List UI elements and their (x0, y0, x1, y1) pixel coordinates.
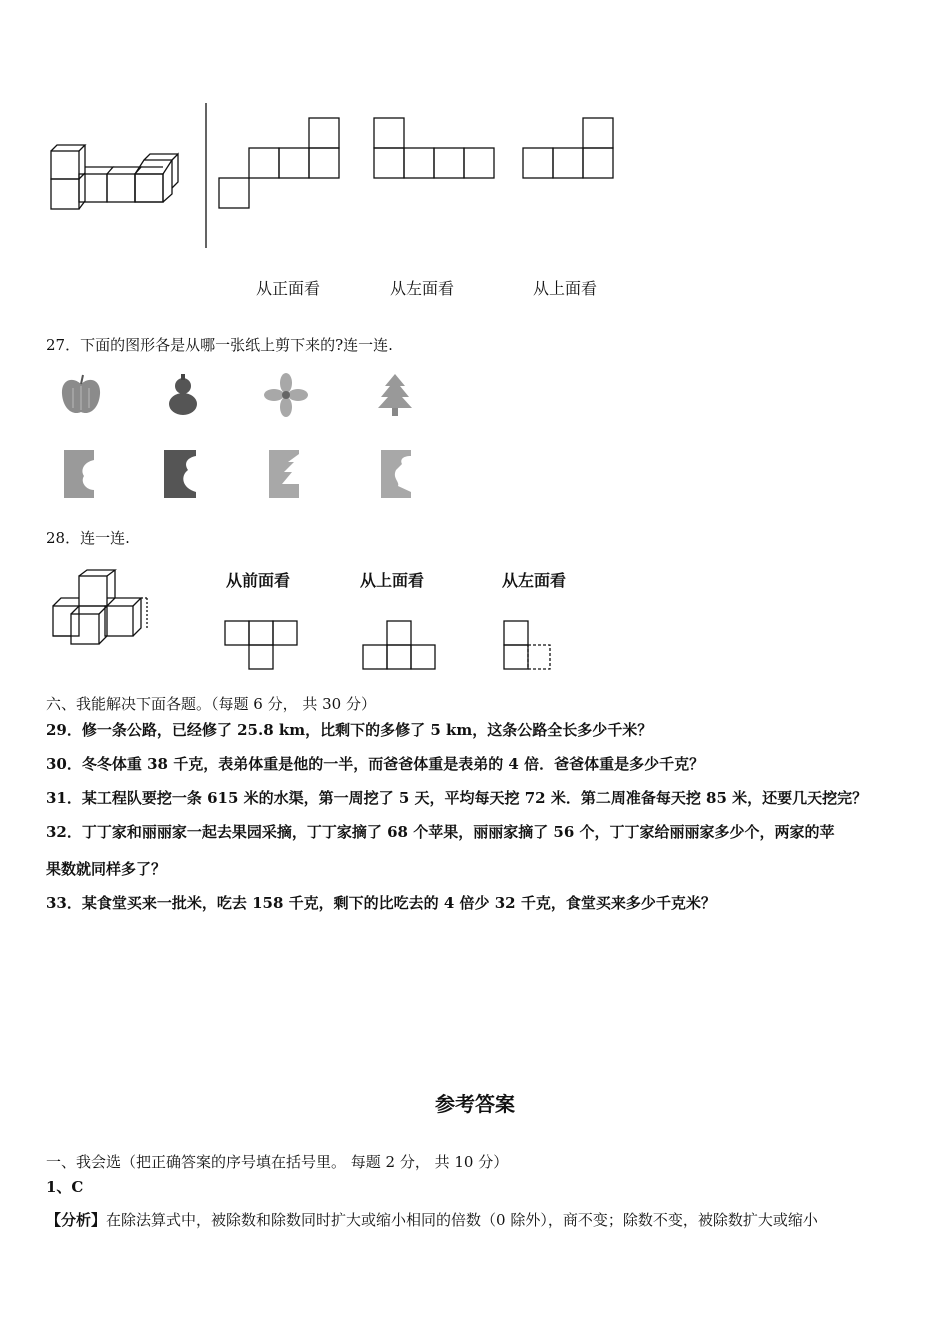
q28-view-top (362, 620, 442, 675)
q28-label-left: 从左面看 (502, 571, 567, 590)
flower-cutout-icon (263, 372, 309, 418)
q28-view-left (503, 620, 563, 675)
q26-solid-figure (48, 148, 188, 218)
answers-title: 参考答案 (435, 1092, 515, 1116)
apple-cutout-icon (58, 372, 104, 418)
question-33: 33．某食堂买来一批米，吃去 158 千克，剩下的比吃去的 4 倍少 32 千克，食堂买来多少千克米？ (46, 894, 716, 912)
q26-label-front: 从正面看 (256, 279, 321, 298)
q26-view-2 (373, 117, 498, 182)
question-32-continued: 果数就同样多了？ (46, 860, 167, 878)
q28-label-front: 从前面看 (226, 571, 291, 590)
q28-text: 28．连一连. (46, 529, 130, 547)
answer-1-analysis (46, 1210, 818, 1230)
folded-paper-b-icon (160, 448, 200, 500)
analysis-text: 在除法算式中，被除数和除数同时扩大或缩小相同的倍数（0 除外），商不变；除数不变，被除数扩大或缩小 (106, 1211, 818, 1229)
section6-heading: 六、我能解决下面各题。（每题 6 分， 共 30 分） (46, 695, 376, 713)
q26-view-1 (218, 117, 343, 212)
folded-paper-a-icon (62, 448, 102, 500)
q26-view-3 (522, 117, 617, 182)
folded-paper-d-icon (378, 448, 418, 500)
tree-cutout-icon (372, 372, 418, 418)
folded-paper-c-icon (266, 448, 306, 500)
q26-divider-line (204, 103, 208, 248)
question-29: 29．修一条公路，已经修了 25.8 km，比剩下的多修了 5 km，这条公路全长多少千米？ (46, 721, 653, 739)
answer-1: 1、C (46, 1178, 84, 1196)
question-30: 30．冬冬体重 38 千克，表弟体重是他的一半，而爸爸体重是表弟的 4 倍．爸爸体重是多少千克？ (46, 755, 705, 773)
q27-text: 27．下面的图形各是从哪一张纸上剪下来的?连一连. (46, 336, 393, 354)
gourd-cutout-icon (160, 372, 206, 418)
q28-solid-figure (50, 568, 160, 648)
answers-section1-heading: 一、我会选（把正确答案的序号填在括号里。 每题 2 分， 共 10 分） (46, 1153, 509, 1171)
question-32: 32．丁丁家和丽丽家一起去果园采摘，丁丁家摘了 68 个苹果，丽丽家摘了 56 个，丁丁家给丽丽家多少个，两家的苹 (46, 823, 835, 841)
q26-label-left: 从左面看 (390, 279, 455, 298)
q26-label-top: 从上面看 (533, 279, 598, 298)
q28-view-front (224, 620, 304, 675)
question-31: 31．某工程队要挖一条 615 米的水渠，第一周挖了 5 天，平均每天挖 72 米．第二周准备每天挖 85 米，还要几天挖完？ (46, 789, 868, 807)
q28-label-top: 从上面看 (360, 571, 425, 590)
analysis-tag: 【分析】 (46, 1211, 107, 1229)
